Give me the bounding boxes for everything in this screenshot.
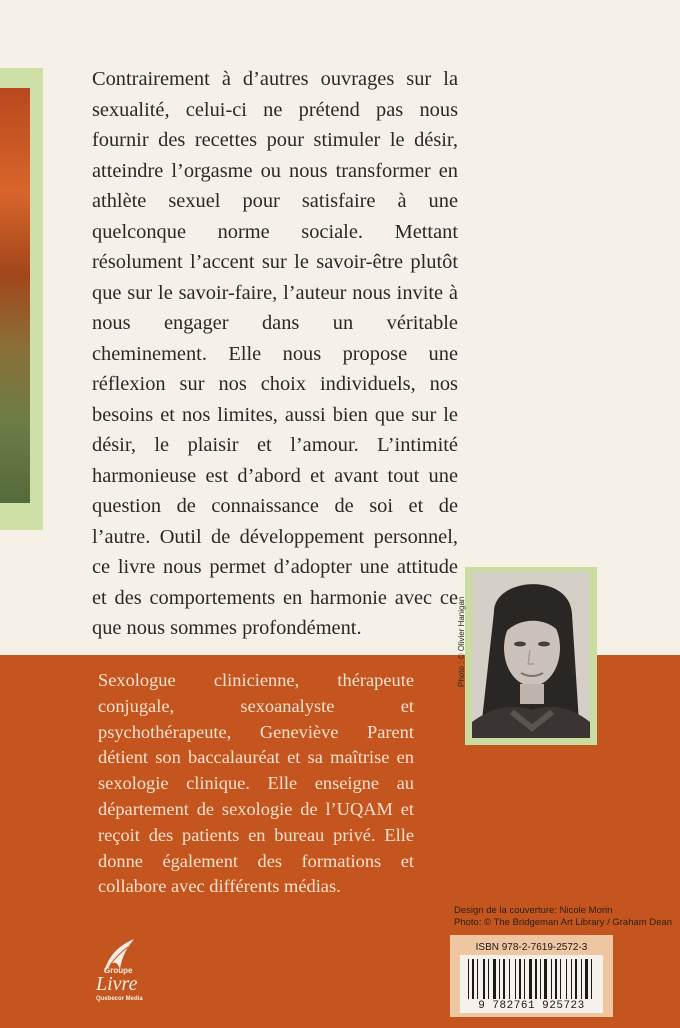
- barcode-bar: [581, 959, 582, 999]
- cover-painting-fragment: [0, 88, 30, 503]
- barcode-bar: [488, 959, 489, 999]
- barcode-bar: [585, 959, 588, 999]
- barcode-bar: [535, 959, 537, 999]
- back-cover-blurb: Contrairement à d’autres ouvrages sur la sexualité, celui-ci ne prétend pas nous fournir des recettes pour stimuler le désir, atteindre l’orgasme ou nous transformer en athlète sexuel pour satisfaire à une quelconque norme sociale. Mettant résolument l’accent sur le savoir-être plutôt que sur le savoir-faire, l’auteur nous invite à nous engager dans un véritable cheminement. Elle nous propose une réflexion sur nos choix individuels, nos besoins et nos limites, aussi bien que sur le désir, le plaisir et l’amour. L’intimité harmonieuse est d’abord et avant tout une question de connaissance de soi et de l’autre. Outil de développement personnel, ce livre nous permet d’adopter une attitude et des comportements en harmonie avec ce que nous sommes profondément.: [92, 68, 458, 639]
- barcode-bar: [468, 959, 469, 999]
- publisher-parent: Quebecor Media: [96, 996, 143, 1002]
- cover-art-strip: [0, 68, 43, 530]
- publisher-groupe: Groupe: [104, 966, 133, 975]
- barcode-bar: [591, 959, 592, 999]
- cover-credits: [454, 905, 672, 929]
- barcode-bar: [477, 959, 478, 999]
- barcode-bar: [566, 959, 567, 999]
- barcode-bar: [472, 959, 474, 999]
- barcode-bar: [544, 959, 547, 999]
- cover-design-credit: Design de la couverture: Nicole Morin: [454, 905, 613, 916]
- photo-credit: Photo : © Olivier Hanigan: [457, 596, 466, 687]
- publisher-livre: Livre: [96, 973, 138, 995]
- barcode-bar: [493, 959, 496, 999]
- barcode-bar: [571, 959, 572, 999]
- barcode-bar: [483, 959, 485, 999]
- barcode-bar: [560, 959, 561, 999]
- publisher-logo: [82, 935, 152, 1015]
- barcode-bar: [575, 959, 577, 999]
- isbn-block: [450, 935, 613, 1017]
- barcode-bar: [509, 959, 510, 999]
- barcode-bar: [555, 959, 557, 999]
- barcode-bar: [551, 959, 552, 999]
- barcode-bar: [499, 959, 500, 999]
- barcode-bar: [524, 959, 525, 999]
- cover-photo-credit: Photo: © The Bridgeman Art Library / Graham Dean: [454, 917, 673, 928]
- author-photo: [472, 572, 590, 738]
- barcode-bar: [515, 959, 516, 999]
- barcode-bar: [529, 959, 532, 999]
- isbn-label: ISBN 978-2-7619-2572-3: [475, 942, 588, 953]
- barcode-bar: [540, 959, 541, 999]
- barcode-bar: [519, 959, 521, 999]
- author-photo-frame: [465, 567, 597, 745]
- barcode-bar: [503, 959, 505, 999]
- author-bio: Sexologue clinicienne, thérapeute conjugale, sexoanalyste et psychothérapeute, Geneviève Parent détient son baccalauréat et sa maîtrise en sexologie clinique. Elle enseigne au département de sexologie de l’UQAM et reçoit des patients en bureau privé. Elle donne également des formations et collabore avec différents médias.: [98, 670, 414, 897]
- author-portrait-graphic: [472, 572, 590, 738]
- barcode: [460, 955, 603, 1013]
- barcode-digits: 9 782761 925723: [478, 1000, 585, 1012]
